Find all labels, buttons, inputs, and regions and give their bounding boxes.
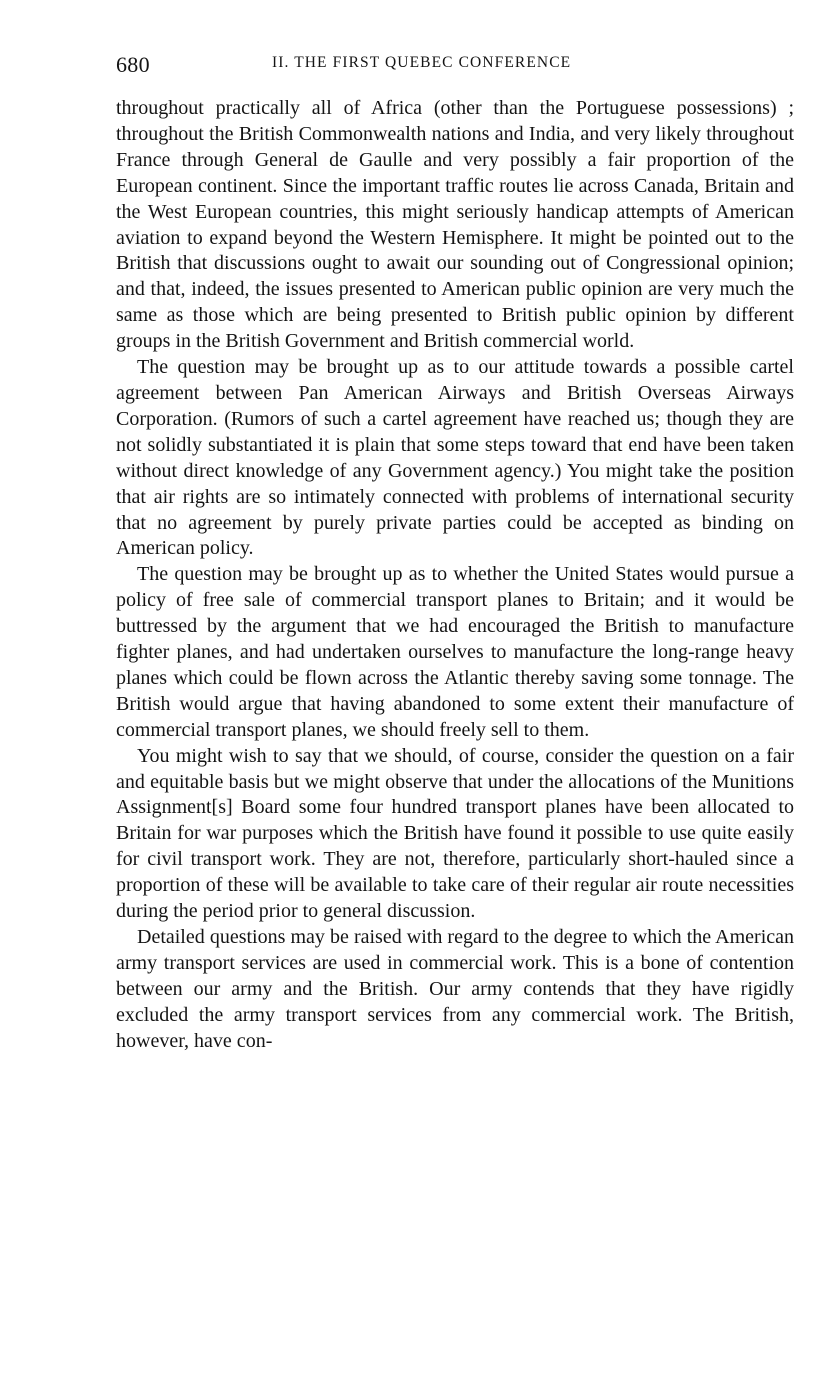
paragraph-army-transport: Detailed questions may be raised with regard to the degree to which the American army transport services are used in commercial work. This is a bone of contention between our army and the British. Our army contends that they have rigidly excluded the army transport services from any commercial work. The British, however, have con- [116, 926, 794, 1052]
paragraph-free-sale-of-planes: The question may be brought up as to whether the United States would pursue a policy of free sale of commercial transport planes to Britain; and it would be buttressed by the argument that we had encouraged the British to manufacture fighter planes, and had undertaken ourselves to manufacture the long-range heavy planes which could be flown across the Atlantic thereby saving some tonnage. The British would argue that having abandoned to some extent their manufacture of commercial transport planes, we should freely sell to them. [116, 563, 794, 741]
running-head [116, 50, 796, 82]
paragraph-cartel-agreement: The question may be brought up as to our attitude towards a possible cartel agreement between Pan American Airways and British Overseas Airways Corporation. (Rumors of such a cartel agreement have reached us; though they are not solidly substantiated it is plain that some steps toward that end have been taken without direct knowledge of any Government agency.) You might take the position that air rights are so intimately connected with problems of international security that no agreement by purely private parties could be accepted as binding on American policy. [116, 356, 794, 560]
page-number: 680 [116, 52, 150, 77]
body-text [116, 96, 794, 1055]
paragraph-continued: throughout practically all of Africa (other than the Portuguese possessions) ; throughout the British Commonwealth nations and India, and very likely throughout France through General de Gaulle and very possibly a fair proportion of the European continent. Since the important traffic routes lie across Canada, Britain and the West European countries, this might seriously handicap attempts of American aviation to expand beyond the Western Hemisphere. It might be pointed out to the British that discussions ought to await our sounding out of Congressional opinion; and that, indeed, the issues presented to American public opinion are very much the same as those which are being presented to British public opinion by different groups in the British Government and British commercial world. [116, 97, 794, 353]
paragraph-munitions-assignment: You might wish to say that we should, of course, consider the question on a fair and equitable basis but we might observe that under the allocations of the Munitions Assignment[s] Board some four hundred transport planes have been allocated to Britain for war purposes which the British have found it possible to use quite easily for civil transport work. They are not, therefore, particularly short-hauled since a proportion of these will be available to take care of their regular air route necessities during the period prior to general discussion. [116, 744, 794, 923]
running-title: II. THE FIRST QUEBEC CONFERENCE [272, 54, 572, 71]
